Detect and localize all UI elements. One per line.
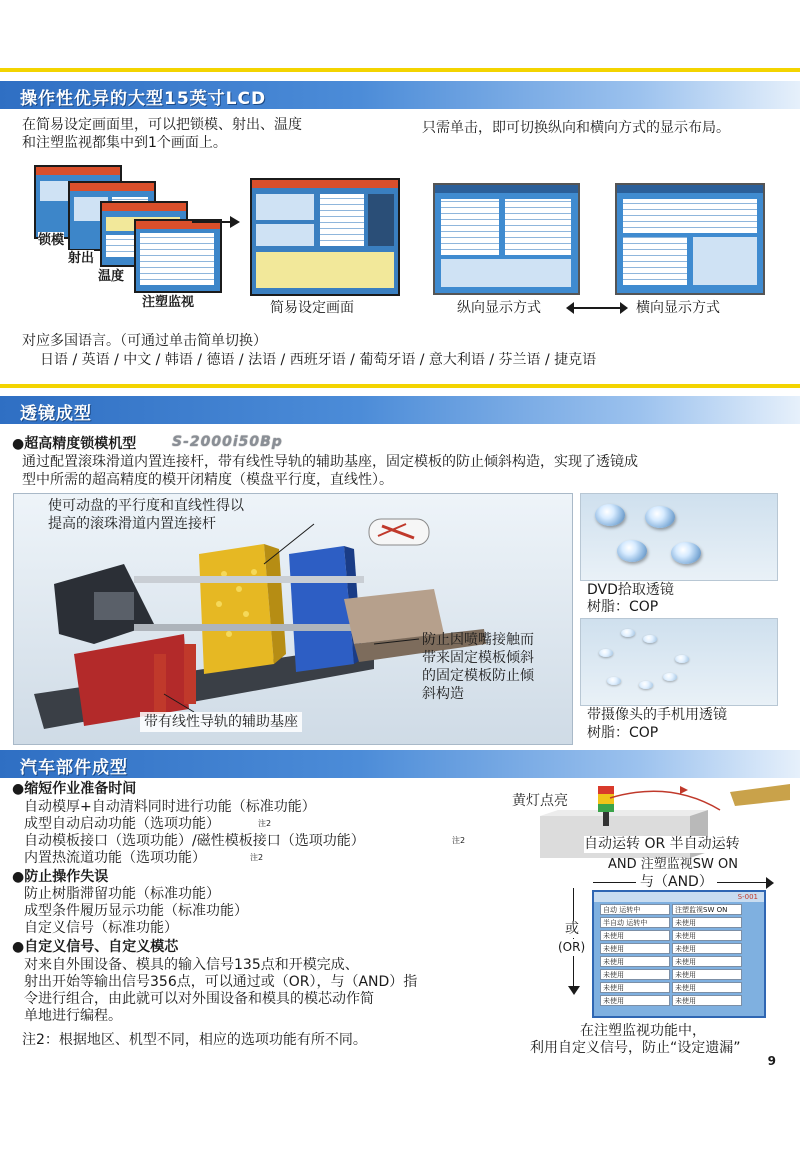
table-cell: 未使用 xyxy=(600,930,670,941)
table-cell: 未使用 xyxy=(600,995,670,1006)
lens-icon xyxy=(595,504,625,526)
prevent-item-1: 防止树脂滞留功能（标准功能） xyxy=(24,886,220,902)
callout-anti-tilt-line-3: 的固定模板防止倾 xyxy=(422,668,534,684)
or-label: 或 xyxy=(565,921,579,937)
screen-monitor xyxy=(134,219,222,293)
arrow-right-icon xyxy=(620,302,628,314)
lens-icon xyxy=(639,681,653,689)
stack-label-injection: 射出 xyxy=(68,251,95,266)
monitor-caption-2: 利用自定义信号，防止“设定遗漏” xyxy=(530,1040,741,1056)
or-label-en: (OR) xyxy=(558,940,586,954)
table-row xyxy=(600,995,756,1006)
condition-line-2: AND 注塑监视SW ON xyxy=(608,857,738,872)
setup-item-3: 自动模板接口（选项功能）/磁性模板接口（选项功能） xyxy=(24,833,365,849)
table-row xyxy=(600,969,756,980)
lens-icon xyxy=(643,635,657,643)
screen-simple-setting xyxy=(250,178,400,296)
green-lamp-icon xyxy=(598,804,614,812)
callout-tie-bar xyxy=(44,496,248,534)
stack-label-temperature: 温度 xyxy=(98,269,125,284)
section-title: 透镜成型 xyxy=(20,404,92,424)
photo2-caption-2: 树脂：COP xyxy=(587,725,659,741)
lens-icon xyxy=(645,506,675,528)
lens-icon xyxy=(599,649,613,657)
or-arrow-line xyxy=(573,888,574,988)
lens-desc-1: 通过配置滚珠滑道内置连接杆，带有线性导轨的辅助基座，固定模板的防止倾斜构造，实现了透镜成 xyxy=(22,454,638,470)
table-cell: 未使用 xyxy=(672,917,742,928)
table-cell: 半自动 运转中 xyxy=(600,917,670,928)
note-mark: 注2 xyxy=(452,836,466,845)
custom-line-1: 对来自外围设备、模具的输入信号135点和开模完成、 xyxy=(24,957,359,973)
section-title: 操作性优异的大型15英寸LCD xyxy=(20,89,267,109)
section-header-lcd xyxy=(0,81,800,109)
stack-label-clamp: 锁模 xyxy=(38,233,65,248)
callout-linear-guide: 带有线性导轨的辅助基座 xyxy=(140,712,302,732)
table-cell: 未使用 xyxy=(600,969,670,980)
yellow-lamp-icon xyxy=(598,794,614,804)
prevent-item-2: 成型条件履历显示功能（标准功能） xyxy=(24,903,248,919)
callout-anti-tilt xyxy=(418,630,538,704)
table-row xyxy=(600,904,756,915)
callout-tie-bar-line-2: 提高的滚珠滑道内置连接杆 xyxy=(48,516,216,532)
lamp-label: 黄灯点亮 xyxy=(512,793,568,809)
table-row xyxy=(600,943,756,954)
language-list: 日语 / 英语 / 中文 / 韩语 / 德语 / 法语 / 西班牙语 / 葡萄牙语 / 意大利语 / 芬兰语 / 捷克语 xyxy=(40,352,597,368)
photo-dvd-lens xyxy=(580,493,778,581)
prevent-item-3: 自定义信号（标准功能） xyxy=(24,920,178,936)
caption-simple: 简易设定画面 xyxy=(270,300,354,316)
or-arrow-icon xyxy=(568,986,580,995)
table-cell: 未使用 xyxy=(672,982,742,993)
intro-line-1: 在简易设定画面里，可以把锁模、射出、温度 xyxy=(22,117,302,133)
callout-tie-bar-line-1: 使可动盘的平行度和直线性得以 xyxy=(48,498,244,514)
bullet-setup-time: ●缩短作业准备时间 xyxy=(12,781,137,797)
red-lamp-icon xyxy=(598,786,614,794)
stack-label-monitor: 注塑监视 xyxy=(142,295,195,310)
table-row xyxy=(600,930,756,941)
table-cell: 未使用 xyxy=(600,943,670,954)
photo2-caption-1: 带摄像头的手机用透镜 xyxy=(587,707,727,723)
table-cell: 自动 运转中 xyxy=(600,904,670,915)
table-cell: 注塑监视SW ON xyxy=(672,904,742,915)
screen-horizontal xyxy=(615,183,765,295)
page-number: 9 xyxy=(767,1054,776,1068)
callout-anti-tilt-line-4: 斜构造 xyxy=(422,686,464,702)
custom-line-4: 单地进行编程。 xyxy=(24,1008,122,1024)
monitor-screen-header xyxy=(594,892,764,902)
custom-line-3: 令进行组合，由此就可以对外围设备和模具的模芯动作简 xyxy=(24,991,374,1007)
screen-code: S-001 xyxy=(737,893,758,901)
table-cell: 未使用 xyxy=(600,982,670,993)
lens-desc-2: 型中所需的超高精度的模开闭精度（模盘平行度，直线性）。 xyxy=(22,472,393,488)
double-arrow xyxy=(572,307,622,309)
monitor-caption-1: 在注塑监视功能中， xyxy=(580,1023,706,1039)
screen-vertical xyxy=(433,183,580,295)
table-cell: 未使用 xyxy=(672,956,742,967)
table-row xyxy=(600,956,756,967)
intro-line-2: 和注塑监视都集中到1个画面上。 xyxy=(22,135,227,151)
lens-icon xyxy=(663,673,677,681)
model-bullet: ●超高精度锁模机型 xyxy=(12,436,137,452)
table-cell: 未使用 xyxy=(672,995,742,1006)
arrow-left-icon xyxy=(566,302,574,314)
note-mark: 注2 xyxy=(258,819,272,828)
table-cell: 未使用 xyxy=(672,930,742,941)
lens-icon xyxy=(607,677,621,685)
footnote-2: 注2：根据地区、机型不同，相应的选项功能有所不同。 xyxy=(22,1032,367,1048)
caption-vertical: 纵向显示方式 xyxy=(457,300,541,316)
caption-horizontal: 横向显示方式 xyxy=(636,300,720,316)
lens-icon xyxy=(621,629,635,637)
model-name: S-2000i50Bp xyxy=(172,434,283,450)
bullet-custom-signal: ●自定义信号、自定义模芯 xyxy=(12,939,179,955)
table-row xyxy=(600,982,756,993)
custom-line-2: 射出开始等输出信号356点，可以通过或（OR），与（AND）指 xyxy=(24,974,418,990)
photo-phone-lens xyxy=(580,618,778,706)
setup-item-4: 内置热流道功能（选项功能） xyxy=(24,850,206,866)
table-cell: 未使用 xyxy=(672,943,742,954)
arrow-to-simple xyxy=(192,221,232,223)
callout-anti-tilt-line-2: 带来固定模板倾斜 xyxy=(422,650,534,666)
table-cell: 未使用 xyxy=(600,956,670,967)
and-arrow-icon xyxy=(766,877,774,889)
language-intro: 对应多国语言。（可通过单击简单切换） xyxy=(22,333,267,349)
setup-item-2: 成型自动启动功能（选项功能） xyxy=(24,816,220,832)
table-cell: 未使用 xyxy=(672,969,742,980)
photo1-caption-2: 树脂：COP xyxy=(587,599,659,615)
switch-layout-text: 只需单击，即可切换纵向和横向方式的显示布局。 xyxy=(422,120,730,136)
section-header-auto xyxy=(0,750,800,778)
photo1-caption-1: DVD拾取透镜 xyxy=(587,582,674,598)
lens-icon xyxy=(617,540,647,562)
condition-line-1: 自动运转 OR 半自动运转 xyxy=(584,836,740,852)
and-label: 与（AND） xyxy=(636,874,717,891)
callout-anti-tilt-line-1: 防止因喷嘴接触而 xyxy=(422,632,534,648)
lens-icon xyxy=(675,655,689,663)
lens-icon xyxy=(671,542,701,564)
yellow-rule-1 xyxy=(0,68,800,72)
yellow-rule-2 xyxy=(0,384,800,388)
arrow-head-icon xyxy=(230,216,240,228)
monitor-screen xyxy=(592,890,766,1018)
setup-item-1: 自动模厚+自动清料同时进行功能（标准功能） xyxy=(24,799,316,815)
section-title: 汽车部件成型 xyxy=(20,758,128,778)
bullet-prevent-error: ●防止操作失误 xyxy=(12,869,109,885)
section-header-lens xyxy=(0,396,800,424)
note-mark: 注2 xyxy=(250,853,264,862)
table-row xyxy=(600,917,756,928)
